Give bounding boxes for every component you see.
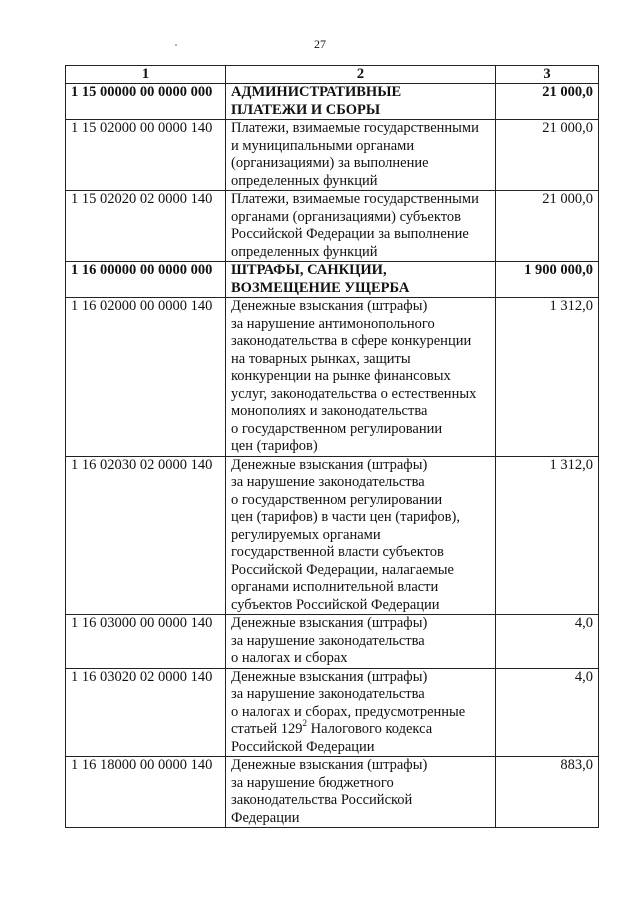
row-name-line: определенных функций bbox=[231, 243, 378, 260]
row-code: 1 15 02020 02 0000 140 bbox=[66, 191, 226, 262]
row-name bbox=[226, 262, 496, 298]
row-code: 1 16 02000 00 0000 140 bbox=[66, 298, 226, 457]
row-amount: 1 900 000,0 bbox=[496, 262, 599, 298]
table-row bbox=[66, 456, 599, 615]
row-name bbox=[226, 456, 496, 615]
row-code: 1 16 18000 00 0000 140 bbox=[66, 757, 226, 828]
row-code: 1 16 02030 02 0000 140 bbox=[66, 456, 226, 615]
row-name-line: государственной власти субъектов bbox=[231, 544, 444, 560]
row-name-line: Денежные взыскания (штрафы) bbox=[231, 615, 428, 631]
row-amount: 883,0 bbox=[496, 757, 599, 828]
table-row bbox=[66, 191, 599, 262]
row-name-line: о государственном регулировании bbox=[231, 420, 443, 437]
header-code: 1 bbox=[66, 66, 226, 84]
table-row bbox=[66, 298, 599, 457]
row-amount: 21 000,0 bbox=[496, 120, 599, 191]
table-row bbox=[66, 120, 599, 191]
header-name: 2 bbox=[226, 66, 496, 84]
row-name-line: Российской Федерации, налагаемые bbox=[231, 561, 454, 578]
row-name bbox=[226, 120, 496, 191]
row-code: 1 15 02000 00 0000 140 bbox=[66, 120, 226, 191]
row-name-line: за нарушение законодательства bbox=[231, 632, 425, 649]
row-name-line: за нарушение антимонопольного bbox=[231, 315, 435, 332]
row-amount: 21 000,0 bbox=[496, 84, 599, 120]
row-name-line: определенных функций bbox=[231, 172, 378, 189]
row-name bbox=[226, 668, 496, 757]
row-name-line: за нарушение бюджетного bbox=[231, 774, 394, 791]
row-name-line: статьей 129 bbox=[231, 721, 303, 737]
row-name-line: регулируемых органами bbox=[231, 526, 381, 543]
table-row bbox=[66, 668, 599, 757]
row-name-line: Денежные взыскания (штрафы) bbox=[231, 456, 428, 473]
row-name-line: органами (организациями) субъектов bbox=[231, 208, 461, 225]
table-row bbox=[66, 615, 599, 669]
row-name-line: Денежные взыскания (штрафы) bbox=[231, 668, 428, 685]
row-amount: 1 312,0 bbox=[496, 456, 599, 615]
row-name-line: Платежи, взимаемые государственными bbox=[231, 191, 479, 207]
row-name-line: за нарушение законодательства bbox=[231, 474, 425, 490]
row-name-line: о налогах и сборах bbox=[231, 650, 348, 666]
row-name-line: (организациями) за выполнение bbox=[231, 155, 429, 171]
row-name-line: конкуренции на рынке финансовых bbox=[231, 368, 451, 384]
table-header-row bbox=[66, 66, 599, 84]
row-name-line: ШТРАФЫ, САНКЦИИ, bbox=[231, 262, 387, 278]
row-name-line: о государственном регулировании bbox=[231, 491, 443, 508]
row-name-line: законодательства Российской bbox=[231, 792, 413, 808]
row-name-line: цен (тарифов) bbox=[231, 438, 318, 454]
row-amount: 4,0 bbox=[496, 668, 599, 757]
row-name-line: за нарушение законодательства bbox=[231, 686, 425, 702]
row-name-line: Платежи, взимаемые государственными bbox=[231, 120, 479, 136]
row-name-line: Российской Федерации bbox=[231, 738, 375, 755]
row-name-line: Федерации bbox=[231, 809, 300, 826]
scan-dot bbox=[175, 44, 177, 46]
row-code: 1 16 03020 02 0000 140 bbox=[66, 668, 226, 757]
article-superscript: 2 bbox=[302, 718, 308, 729]
table-row bbox=[66, 757, 599, 828]
row-name bbox=[226, 298, 496, 457]
row-name-line: ПЛАТЕЖИ И СБОРЫ bbox=[231, 101, 381, 118]
row-code: 1 16 00000 00 0000 000 bbox=[66, 262, 226, 298]
row-name bbox=[226, 191, 496, 262]
row-amount: 1 312,0 bbox=[496, 298, 599, 457]
row-name-line: Денежные взыскания (штрафы) bbox=[231, 298, 428, 314]
row-name bbox=[226, 615, 496, 669]
row-name-line: Денежные взыскания (штрафы) bbox=[231, 757, 428, 773]
row-amount: 21 000,0 bbox=[496, 191, 599, 262]
row-name-line: о налогах и сборах, предусмотренные bbox=[231, 703, 466, 720]
row-name-line: АДМИНИСТРАТИВНЫЕ bbox=[231, 84, 402, 100]
row-name-line: ВОЗМЕЩЕНИЕ УЩЕРБА bbox=[231, 279, 410, 296]
row-name bbox=[226, 84, 496, 120]
row-name-line: услуг, законодательства о естественных bbox=[231, 385, 477, 402]
row-name-line: монополиях и законодательства bbox=[231, 403, 428, 419]
budget-revenue-table bbox=[65, 65, 599, 828]
table-row bbox=[66, 84, 599, 120]
row-name bbox=[226, 757, 496, 828]
row-code: 1 15 00000 00 0000 000 bbox=[66, 84, 226, 120]
row-name-line: органами исполнительной власти bbox=[231, 579, 439, 595]
row-name-line: и муниципальными органами bbox=[231, 137, 415, 154]
row-name-line: Российской Федерации за выполнение bbox=[231, 226, 469, 242]
row-name-line: на товарных рынках, защиты bbox=[231, 350, 411, 367]
page-number: 27 bbox=[314, 37, 326, 51]
table-row bbox=[66, 262, 599, 298]
row-name-line: законодательства в сфере конкуренции bbox=[231, 333, 472, 349]
row-amount: 4,0 bbox=[496, 615, 599, 669]
header-amount: 3 bbox=[496, 66, 599, 84]
row-name-line-tail: Налогового кодекса bbox=[307, 721, 433, 737]
row-name-line: субъектов Российской Федерации bbox=[231, 596, 440, 613]
row-code: 1 16 03000 00 0000 140 bbox=[66, 615, 226, 669]
row-name-line: цен (тарифов) в части цен (тарифов), bbox=[231, 509, 460, 525]
